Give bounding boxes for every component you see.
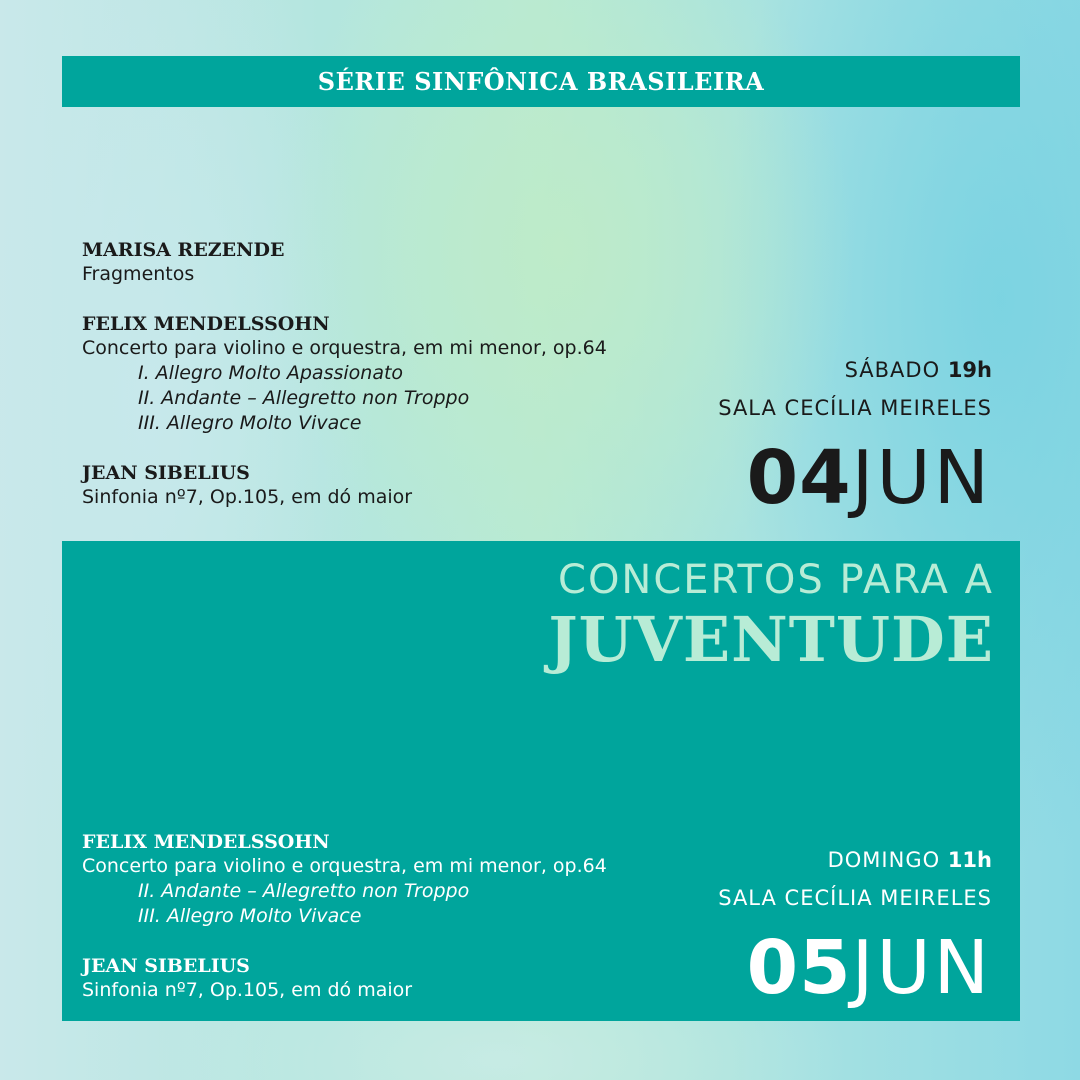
movement: II. Andante – Allegretto non Troppo — [138, 880, 470, 902]
day-label: SÁBADO — [844, 358, 941, 382]
date-day: 05 — [746, 925, 852, 1011]
work-title: Sinfonia nº7, Op.105, em dó maior — [82, 486, 413, 508]
movement: III. Allegro Molto Vivace — [138, 412, 362, 434]
movement: II. Andante – Allegretto non Troppo — [138, 387, 470, 409]
concert2-day-time — [718, 846, 992, 874]
date-day: 04 — [746, 435, 852, 521]
work-title: Concerto para violino e orquestra, em mi menor, op.64 — [82, 337, 607, 359]
concert1-day-time — [718, 356, 992, 384]
juventude-heading — [548, 555, 994, 675]
composer-name: FELIX MENDELSSOHN — [82, 831, 330, 853]
venue-label: SALA CECÍLIA MEIRELES — [718, 396, 992, 420]
work-title: Concerto para violino e orquestra, em mi menor, op.64 — [82, 855, 607, 877]
composer-name: JEAN SIBELIUS — [82, 462, 250, 484]
movement: I. Allegro Molto Apassionato — [138, 362, 404, 384]
series-title: SÉRIE SINFÔNICA BRASILEIRA — [317, 67, 765, 96]
concert1-date — [718, 435, 992, 521]
date-month: JUN — [851, 925, 992, 1011]
concert1-program — [82, 238, 607, 510]
concert2-date — [718, 925, 992, 1011]
concert1-info — [718, 356, 992, 521]
time-label: 19h — [947, 358, 992, 382]
composer-name: MARISA REZENDE — [82, 239, 285, 261]
movement: III. Allegro Molto Vivace — [138, 905, 362, 927]
composer-name: FELIX MENDELSSOHN — [82, 313, 330, 335]
heading-line1: CONCERTOS PARA A — [558, 557, 994, 603]
heading-line2: JUVENTUDE — [548, 603, 994, 676]
venue-label: SALA CECÍLIA MEIRELES — [718, 886, 992, 910]
time-label: 11h — [947, 848, 992, 872]
work-title: Fragmentos — [82, 263, 195, 285]
series-header-bar — [62, 56, 1020, 107]
date-month: JUN — [851, 435, 992, 521]
composer-name: JEAN SIBELIUS — [82, 955, 250, 977]
concert2-program — [82, 830, 607, 1003]
work-title: Sinfonia nº7, Op.105, em dó maior — [82, 979, 413, 1001]
day-label: DOMINGO — [827, 848, 941, 872]
concert2-info — [718, 846, 992, 1011]
